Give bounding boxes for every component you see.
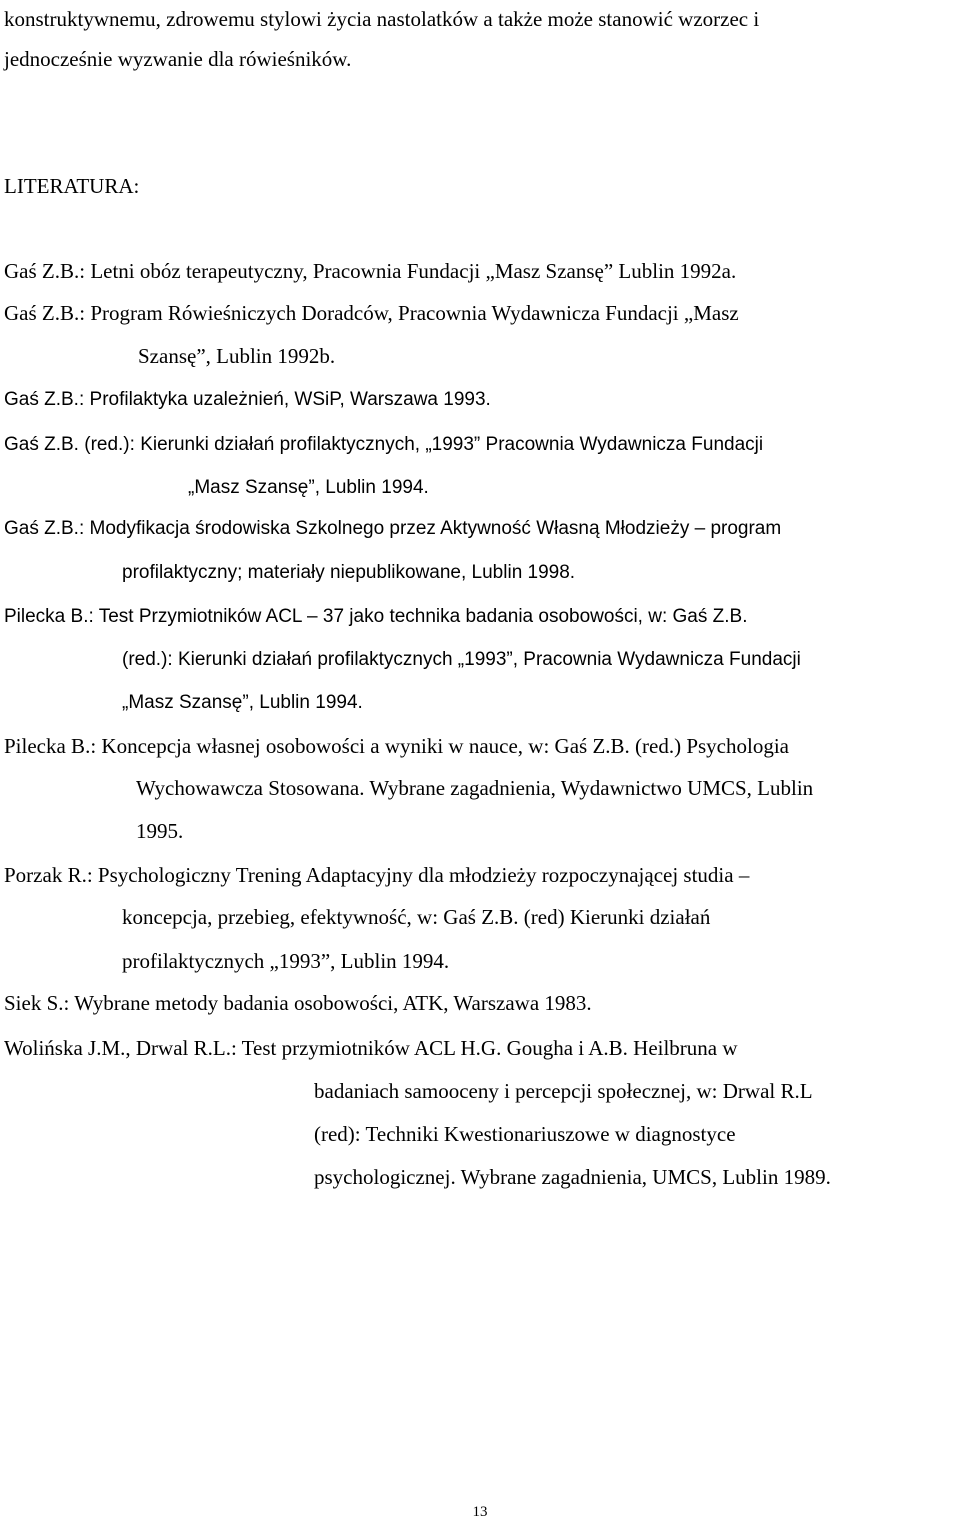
reference-line: Pilecka B.: Koncepcja własnej osobowości a wyniki w nauce, w: Gaś Z.B. (red.) Psychologia [4, 734, 789, 758]
reference-line: (red): Techniki Kwestionariuszowe w diagnostyce [314, 1122, 736, 1146]
reference-line: Gaś Z.B.: Modyfikacja środowiska Szkolnego przez Aktywność Własną Młodzieży – program [4, 518, 782, 539]
reference-line: Gaś Z.B.: Program Rówieśniczych Doradców, Pracownia Wydawnicza Fundacji „Masz [4, 301, 739, 325]
reference-line: Gaś Z.B. (red.): Kierunki działań profilaktycznych, „1993” Pracownia Wydawnicza Fundacji [4, 434, 764, 455]
reference-line: Wychowawcza Stosowana. Wybrane zagadnienia, Wydawnictwo UMCS, Lublin [136, 776, 814, 800]
reference-line: 1995. [136, 819, 184, 843]
literature-heading: LITERATURA: [4, 174, 140, 198]
reference-line: Porzak R.: Psychologiczny Trening Adaptacyjny dla młodzieży rozpoczynającej studia – [4, 863, 750, 887]
reference-line: koncepcja, przebieg, efektywność, w: Gaś Z.B. (red) Kierunki działań [122, 905, 711, 929]
reference-line: Pilecka B.: Test Przymiotników ACL – 37 jako technika badania osobowości, w: Gaś Z.B. [4, 606, 748, 627]
reference-line: Szansę”, Lublin 1992b. [138, 344, 336, 368]
intro-line-2: jednocześnie wyzwanie dla rówieśników. [4, 47, 352, 71]
reference-line: profilaktyczny; materiały niepublikowane, Lublin 1998. [122, 562, 576, 583]
reference-line: badaniach samooceny i percepcji społecznej, w: Drwal R.L [314, 1079, 813, 1103]
reference-line: (red.): Kierunki działań profilaktycznych „1993”, Pracownia Wydawnicza Fundacji [122, 649, 801, 670]
reference-line: Gaś Z.B.: Profilaktyka uzależnień, WSiP, Warszawa 1993. [4, 389, 491, 410]
reference-line: „Masz Szansę”, Lublin 1994. [122, 692, 363, 713]
reference-line: Siek S.: Wybrane metody badania osobowości, ATK, Warszawa 1983. [4, 991, 592, 1015]
reference-line: Wolińska J.M., Drwal R.L.: Test przymiotników ACL H.G. Gougha i A.B. Heilbruna w [4, 1036, 738, 1060]
page-number: 13 [472, 1504, 488, 1520]
reference-line: psychologicznej. Wybrane zagadnienia, UMCS, Lublin 1989. [314, 1165, 831, 1189]
reference-line: „Masz Szansę”, Lublin 1994. [188, 477, 429, 498]
reference-line: Gaś Z.B.: Letni obóz terapeutyczny, Pracownia Fundacji „Masz Szansę” Lublin 1992a. [4, 259, 737, 283]
reference-line: profilaktycznych „1993”, Lublin 1994. [122, 949, 450, 973]
intro-line-1: konstruktywnemu, zdrowemu stylowi życia nastolatków a także może stanowić wzorzec i [4, 7, 760, 31]
